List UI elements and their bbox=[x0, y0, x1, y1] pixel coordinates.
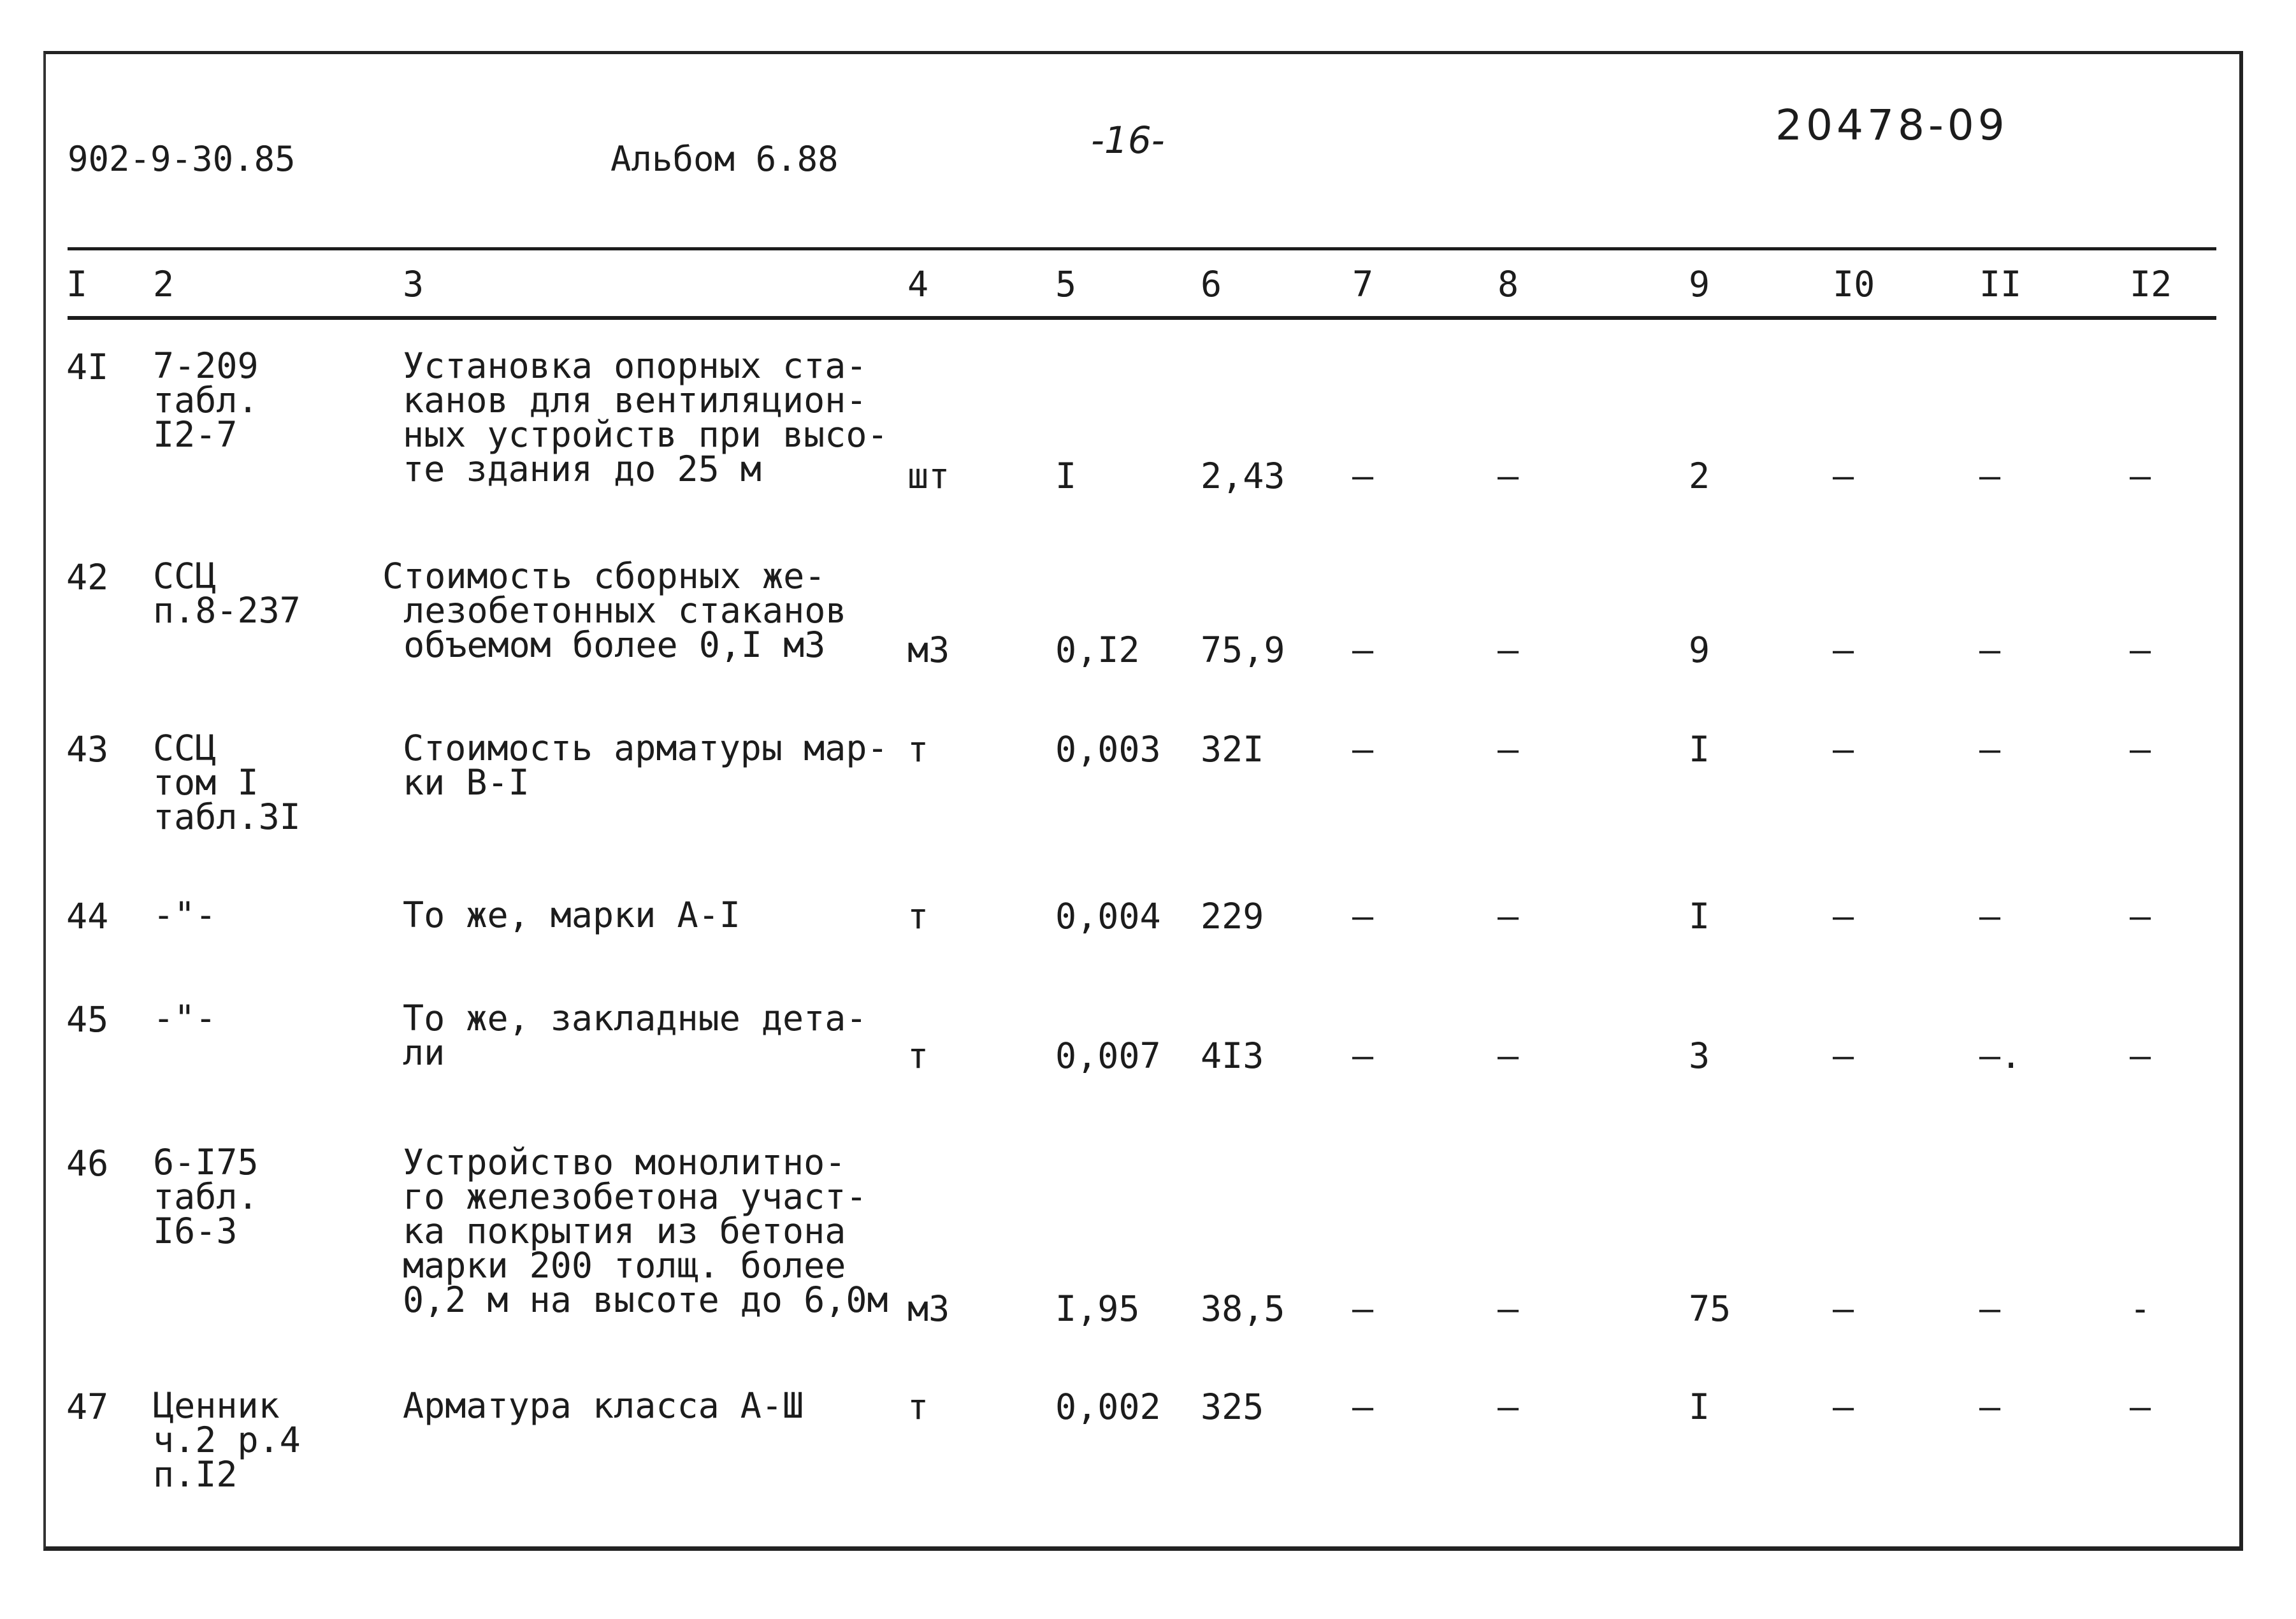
row-number: 43 bbox=[66, 729, 109, 770]
unit-price: 325 bbox=[1201, 1386, 1264, 1427]
col-11: –. bbox=[1979, 1035, 2022, 1076]
col-11: – bbox=[1979, 729, 2001, 770]
col-10: – bbox=[1833, 896, 1854, 937]
col-7: – bbox=[1352, 729, 1374, 770]
col-12: – bbox=[2130, 1386, 2151, 1427]
quantity: I bbox=[1055, 456, 1077, 496]
album-label: Альбом 6.88 bbox=[610, 139, 839, 179]
column-header-3: 3 bbox=[403, 264, 424, 305]
row-number: 4I bbox=[66, 347, 109, 387]
col-9: I bbox=[1689, 729, 1710, 770]
normative-ref: -"- bbox=[153, 998, 217, 1039]
unit-price: 32I bbox=[1201, 729, 1264, 770]
col-11: – bbox=[1979, 1288, 2001, 1329]
col-9: 9 bbox=[1689, 630, 1710, 670]
work-description: Стоимость арматуры мар- ки В-I bbox=[403, 728, 888, 803]
quantity: 0,004 bbox=[1055, 896, 1161, 937]
work-description: Арматура класса А-Ш bbox=[403, 1385, 804, 1426]
col-12: – bbox=[2130, 896, 2151, 937]
normative-ref: 6-I75 табл. I6-3 bbox=[153, 1142, 259, 1251]
quantity: 0,003 bbox=[1055, 729, 1161, 770]
normative-ref: -"- bbox=[153, 895, 217, 935]
row-number: 42 bbox=[66, 557, 109, 598]
col-8: – bbox=[1498, 1035, 1519, 1076]
work-description: То же, закладные дета- ли bbox=[403, 998, 867, 1073]
unit-price: 229 bbox=[1201, 896, 1264, 937]
column-header-10: I0 bbox=[1833, 264, 1875, 305]
col-8: – bbox=[1498, 630, 1519, 670]
col-10: – bbox=[1833, 456, 1854, 496]
header-bottom-rule bbox=[68, 316, 2216, 320]
unit: м3 bbox=[907, 630, 950, 670]
col-7: – bbox=[1352, 1386, 1374, 1427]
col-9: 3 bbox=[1689, 1035, 1710, 1076]
col-8: – bbox=[1498, 729, 1519, 770]
col-10: – bbox=[1833, 1288, 1854, 1329]
row-number: 45 bbox=[66, 999, 109, 1040]
col-11: – bbox=[1979, 1386, 2001, 1427]
col-12: – bbox=[2130, 1035, 2151, 1076]
page-number: -16- bbox=[1091, 119, 1165, 162]
header-top-rule bbox=[68, 247, 2216, 250]
col-10: – bbox=[1833, 1035, 1854, 1076]
col-11: – bbox=[1979, 630, 2001, 670]
quantity: 0,002 bbox=[1055, 1386, 1161, 1427]
column-header-5: 5 bbox=[1055, 264, 1077, 305]
work-description: То же, марки А-I bbox=[403, 895, 740, 935]
unit: м3 bbox=[907, 1288, 950, 1329]
unit: т bbox=[907, 896, 929, 937]
col-12: – bbox=[2130, 729, 2151, 770]
work-description: Стоимость сборных же- лезобетонных стаканов объемом более 0,I м3 bbox=[382, 556, 847, 665]
work-description: Установка опорных ста- канов для вентиляцион- ных устройств при высо- те здания до 25 м bbox=[403, 345, 888, 489]
col-11: – bbox=[1979, 896, 2001, 937]
column-header-11: II bbox=[1979, 264, 2022, 305]
column-header-4: 4 bbox=[907, 264, 929, 305]
document-code: 902-9-30.85 bbox=[68, 139, 296, 179]
column-header-12: I2 bbox=[2130, 264, 2172, 305]
col-8: – bbox=[1498, 896, 1519, 937]
column-header-9: 9 bbox=[1689, 264, 1710, 305]
row-number: 46 bbox=[66, 1143, 109, 1184]
column-header-8: 8 bbox=[1498, 264, 1519, 305]
col-8: – bbox=[1498, 456, 1519, 496]
quantity: I,95 bbox=[1055, 1288, 1140, 1329]
col-7: – bbox=[1352, 1288, 1374, 1329]
page-frame bbox=[43, 51, 2243, 1551]
col-8: – bbox=[1498, 1386, 1519, 1427]
column-header-6: 6 bbox=[1201, 264, 1222, 305]
col-9: 2 bbox=[1689, 456, 1710, 496]
col-10: – bbox=[1833, 729, 1854, 770]
col-8: – bbox=[1498, 1288, 1519, 1329]
unit: шт bbox=[907, 456, 950, 496]
unit: т bbox=[907, 1386, 929, 1427]
row-number: 47 bbox=[66, 1386, 109, 1427]
col-11: – bbox=[1979, 456, 2001, 496]
col-9: I bbox=[1689, 896, 1710, 937]
col-7: – bbox=[1352, 630, 1374, 670]
work-description: Устройство монолитно- го железобетона участ- ка покрытия из бетона марки 200 толщ. более 0,2 м на высоте до 6,0м bbox=[403, 1142, 888, 1320]
col-9: 75 bbox=[1689, 1288, 1731, 1329]
unit: т bbox=[907, 729, 929, 770]
unit-price: 75,9 bbox=[1201, 630, 1285, 670]
col-7: – bbox=[1352, 1035, 1374, 1076]
col-12: - bbox=[2130, 1288, 2151, 1329]
unit-price: 38,5 bbox=[1201, 1288, 1285, 1329]
row-number: 44 bbox=[66, 896, 109, 937]
column-header-7: 7 bbox=[1352, 264, 1374, 305]
quantity: 0,007 bbox=[1055, 1035, 1161, 1076]
col-12: – bbox=[2130, 630, 2151, 670]
normative-ref: Ценник ч.2 р.4 п.I2 bbox=[153, 1385, 301, 1495]
col-7: – bbox=[1352, 456, 1374, 496]
col-7: – bbox=[1352, 896, 1374, 937]
normative-ref: 7-209 табл. I2-7 bbox=[153, 345, 259, 455]
col-12: – bbox=[2130, 456, 2151, 496]
sheet-stamp: 20478-09 bbox=[1775, 101, 2009, 150]
quantity: 0,I2 bbox=[1055, 630, 1140, 670]
unit-price: 2,43 bbox=[1201, 456, 1285, 496]
col-10: – bbox=[1833, 1386, 1854, 1427]
normative-ref: ССЦ п.8-237 bbox=[153, 556, 301, 631]
column-header-2: 2 bbox=[153, 264, 175, 305]
normative-ref: ССЦ том I табл.3I bbox=[153, 728, 301, 837]
column-header-1: I bbox=[66, 264, 88, 305]
col-9: I bbox=[1689, 1386, 1710, 1427]
unit: т bbox=[907, 1035, 929, 1076]
unit-price: 4I3 bbox=[1201, 1035, 1264, 1076]
col-10: – bbox=[1833, 630, 1854, 670]
